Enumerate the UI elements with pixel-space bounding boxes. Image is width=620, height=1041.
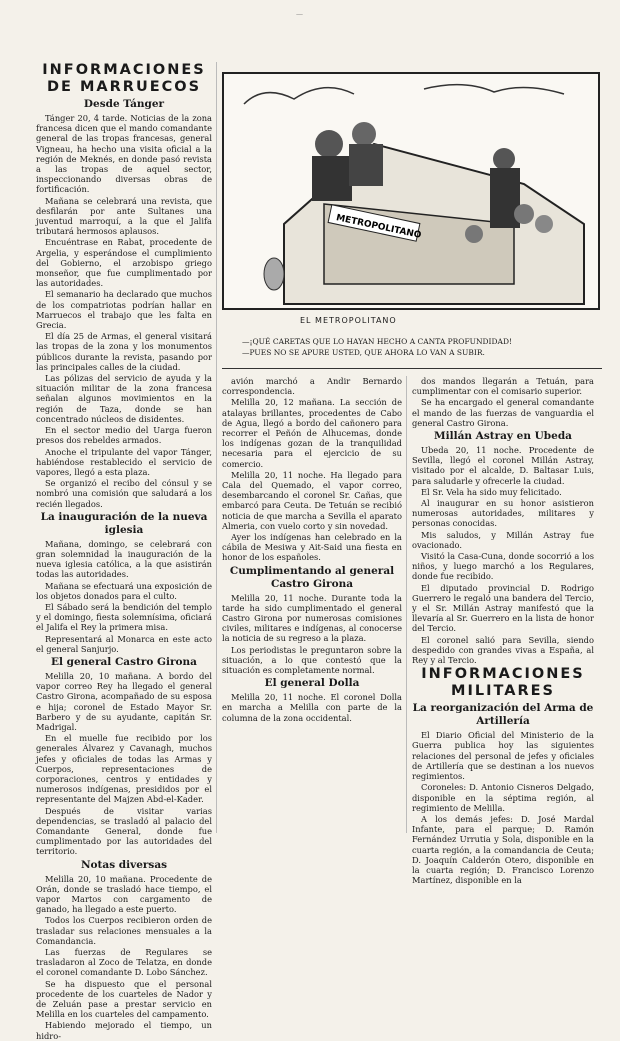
article-paragraph: En el sector medio del Uarga fueron presos dos rebeldes armados. <box>36 425 212 446</box>
article-headline: INFORMACIONES MILITARES <box>421 666 585 700</box>
article-headline: Millán Astray en Ubeda <box>434 430 572 443</box>
column-separator <box>406 376 407 833</box>
article-paragraph: Se ha dispuesto que el personal procedente de los cuarteles de Nador y de Zeluán pase a prestar servicio en Melilla en los cuarteles del campamento. <box>36 978 212 1020</box>
article-paragraph: avión marchó a Andir Bernardo correspondencia. <box>222 376 402 397</box>
article-paragraph: Encuéntrase en Rabat, procedente de Argelia, y esperándose el cumplimiento del Gobierno, el arzobispo griego monseñor, que fue cumplimentado por las autoridades. <box>36 237 212 289</box>
article-paragraph: Melilla 20, 10 mañana. Procedente de Orán, donde se trasladó hace tiempo, el vapor Martos con cargamento de ganado, ha llegado a este puerto. <box>36 873 212 915</box>
article-paragraph: Visitó la Casa-Cuna, donde socorrió a los niños, y luego marchó a los Regulares, donde fue recibido. <box>412 551 594 582</box>
article-paragraph: Tánger 20, 4 tarde. Noticias de la zona francesa dicen que el mando comandante general de las tropas francesas, general Vigneau, ha hecho una visita oficial a la región de Meknés, en donde pasó revista a las tropas de aquel sector, inspeccionando diversas obras de fortificación. <box>36 113 212 195</box>
caption-line-1: —¡QUÉ CARETAS QUE LO HAYAN HECHO A CANTA PROFUNDIDAD! <box>242 337 512 346</box>
article-paragraph: Se organizó el recibo del cónsul y se nombró una comisión que saludará a los recién llegados. <box>36 478 212 509</box>
article-headline: La inauguración de la nueva iglesia <box>40 510 208 536</box>
cartoon-caption-title: EL METROPOLITANO <box>300 316 397 325</box>
article-headline: Desde Tánger <box>83 98 165 110</box>
article-paragraph: El coronel salió para Sevilla, siendo despedido con grandes vivas a España, al Rey y al Tercio. <box>412 634 594 666</box>
article-headline: La reorganización del Arma de Artillería <box>412 702 594 728</box>
article-paragraph: El Sábado será la bendición del templo y el domingo, fiesta solemnísima, oficiará el Jalifa el Rey la primera misa. <box>36 601 212 633</box>
article-headline: Cumplimentando al general Castro Girona <box>229 564 395 590</box>
article-paragraph: Después de visitar varias dependencias, se trasladó al palacio del Comandante General, donde fue cumplimentado por las autoridades del territorio. <box>36 805 212 857</box>
caption-line-2: —PUES NO SE APURE USTED, QUE AHORA LO VAN A SUBIR. <box>242 348 485 357</box>
article-paragraph: Las fuerzas de Regulares se trasladaron al Zoco de Telatza, en donde el coronel comandante D. Lobo Sánchez. <box>36 947 212 978</box>
article-paragraph: El Sr. Vela ha sido muy felicitado. <box>421 486 562 497</box>
article-paragraph: Anoche el tripulante del vapor Tánger, habiéndose restablecido el servicio de vapores, llegó a esta plaza. <box>36 446 212 477</box>
article-paragraph: Mañana se celebrará una revista, que desfilarán por ante Sultanes una juventud marroquí, a la que el Jalifa tributará hermosos aplausos. <box>36 195 212 237</box>
article-paragraph: Mis saludos, y Millán Astray fue ovacionado. <box>412 529 594 550</box>
cartoon-drawing <box>224 74 598 308</box>
article-paragraph: Melilla 20, 11 noche. Ha llegado para Cala del Quemado, el vapor correo, desembarcando el coronel Sr. Cañas, que embarcó para Ceuta. De Tetuán se recibió noticia de que marcha a Sevilla el aparato Almeria, con vuelo corto y sin novedad. <box>222 469 402 531</box>
article-headline: Notas diversas <box>80 858 168 871</box>
article-paragraph: El semanario ha declarado que muchos de los compatriotas podrían hallar en Marruecos el trabajo que les falta en Grecia. <box>36 289 212 331</box>
article-paragraph: A los demás jefes: D. José Mardal Infante, para el parque; D. Ramón Fernández Urrutia y Sola, disponible en la cuarta región, a la comandancia de Ceuta; D. Joaquín Calderón Otero, disponible en la cuarta región; D. Francisco Lorenzo Martínez, disponible en la <box>412 813 594 886</box>
article-paragraph: Melilla 20, 11 noche. Durante toda la tarde ha sido cumplimentado el general Castro Girona por numerosas comisiones civiles, militares e indígenas, al conocerse la noticia de su regreso a la plaza. <box>222 592 402 644</box>
article-paragraph: Representará al Monarca en este acto el general Sanjurjo. <box>36 633 212 654</box>
page-mark: — <box>296 10 303 18</box>
cartoon-sign: METROPOLITANO <box>335 213 423 241</box>
article-headline: El general Castro Girona <box>50 655 197 668</box>
article-paragraph: Todos los Cuerpos recibieron orden de trasladar sus relaciones mensuales a la Comandancia. <box>36 915 212 946</box>
article-paragraph: Melilla 20, 11 noche. El coronel Dolla en marcha a Melilla con parte de la columna de la zona occidental. <box>222 692 402 723</box>
article-paragraph: Ayer los indígenas han celebrado en la cábila de Mesiwa y Ait-Said una fiesta en honor de los españoles. <box>222 532 402 563</box>
article-paragraph: dos mandos llegarán a Tetuán, para cumplimentar con el comisario superior. <box>412 376 594 397</box>
article-paragraph: Coroneles: D. Antonio Cisneros Delgado, disponible en la séptima región, al regimiento de Melilla. <box>412 782 594 813</box>
middle-column <box>222 376 402 833</box>
cartoon-rule <box>222 368 602 369</box>
cartoon-caption <box>242 336 572 358</box>
cartoon-illustration <box>222 72 600 310</box>
article-paragraph: Melilla 20, 12 mañana. La sección de atalayas brillantes, procedentes de Cabo de Agua, llegó a bordo del cañonero para recorrer el Peñón de Alhucemas, donde los indígenas gozan de la tranquilidad necesaria para el ejercicio de su comercio. <box>222 397 402 469</box>
article-paragraph: Mañana se efectuará una exposición de los objetos donados para el culto. <box>36 580 212 601</box>
article-paragraph: Melilla 20, 10 mañana. A bordo del vapor correo Rey ha llegado el general Castro Girona, acompañado de su esposa e hija; coronel de Estado Mayor Sr. Barbero y de su ayudante, capitán Sr. Madrigal. <box>36 670 212 732</box>
article-paragraph: Al inaugurar en su honor asistieron numerosas autoridades, militares y personas conocidas. <box>412 498 594 529</box>
article-paragraph: El diputado provincial D. Rodrigo Guerrero le regaló una bandera del Tercio, y el Sr. Millán Astray manifestó que la llevaría al Sr. Guerrero en la lista de honor del Tercio. <box>412 582 594 634</box>
article-paragraph: Las pólizas del servicio de ayuda y la situación militar de la zona francesa señalan algunos movimientos en la región de Taza, donde se han concentrado núcleos de disidentes. <box>36 373 212 424</box>
article-paragraph: El Diario Oficial del Ministerio de la Guerra publica hoy las siguientes relaciones del personal de jefes y oficiales de Artillería que se destinan a los nuevos regimientos. <box>412 730 594 782</box>
article-paragraph: Se ha encargado el general comandante el mando de las fuerzas de vanguardia el general Castro Girona. <box>412 397 594 428</box>
article-paragraph: Ubeda 20, 11 noche. Procedente de Sevilla, llegó el coronel Millán Astray, visitado por el alcalde, D. Baltasar Luis, para saludarle y ofrecerle la ciudad. <box>412 445 594 486</box>
section-main-title: INFORMACIONES DE MARRUECOS <box>42 62 206 95</box>
column-separator <box>216 62 217 833</box>
article-paragraph: Los periodistas le preguntaron sobre la situación, a lo que contestó que la situación es completamente normal. <box>222 644 402 676</box>
article-headline: El general Dolla <box>264 677 360 690</box>
article-paragraph: Mañana, domingo, se celebrará con gran solemnidad la inauguración de la nueva iglesia católica, a la que asistirán todas las autoridades. <box>36 538 212 580</box>
article-paragraph: El día 25 de Armas, el general visitará las tropas de la zona y los monumentos públicos durante la revista, pasando por las principales calles de la ciudad. <box>36 331 212 372</box>
article-paragraph: En el muelle fue recibido por los generales Álvarez y Cavanagh, muchos jefes y oficiales de todas las Armas y Cuerpos, representaciones de corporaciones, centros y entidades y numerosos indígenas, presididos por el representante del Majzen Abd-el-Kader. <box>36 733 212 805</box>
article-paragraph: Habiendo mejorado el tiempo, un hidro- <box>36 1020 212 1041</box>
right-column <box>412 376 594 886</box>
left-column <box>36 62 212 1041</box>
